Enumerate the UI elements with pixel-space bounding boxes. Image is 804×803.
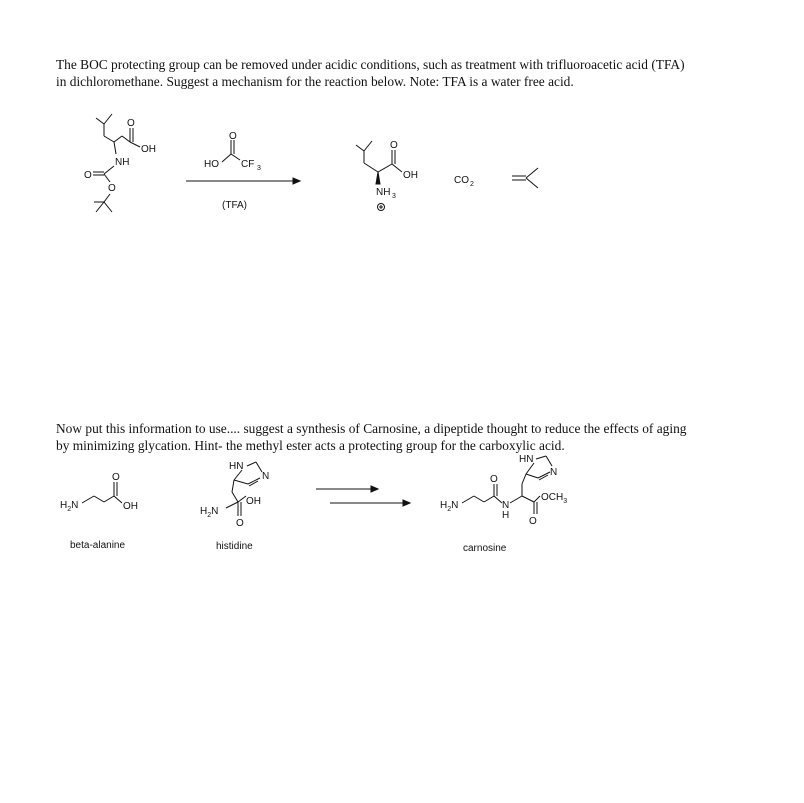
synthesis-arrow-1-head: [371, 486, 378, 492]
carbonyl-oxygen-label: O: [84, 170, 92, 181]
reaction-arrow-1-head: [293, 178, 300, 184]
carnosine-label: carnosine: [463, 543, 507, 554]
tfa-cf-label: CF: [241, 159, 255, 170]
question-2-line-1: Now put this information to use.... suggest a synthesis of Carnosine, a dipeptide thought to reduce the effects of aging: [56, 421, 687, 436]
question-1-line-1: The BOC protecting group can be removed under acidic conditions, such as treatment with trifluoroacetic acid (TFA): [56, 57, 685, 72]
carnosine-ester-oxygen: O: [529, 516, 537, 527]
histidine-hn: HN: [229, 461, 244, 472]
tfa-ho-label: HO: [204, 159, 219, 170]
carnosine-hn: HN: [519, 454, 534, 465]
carnosine-h: H: [502, 510, 510, 521]
synthesis-arrow-2-head: [403, 500, 410, 506]
product-hydroxyl-label: OH: [403, 170, 418, 181]
tfa-subscript-3: 3: [257, 165, 261, 172]
product-oxygen-label: O: [390, 140, 398, 151]
carnosine-imidazole-n: N: [550, 467, 558, 478]
boc-leucine-structure: [84, 114, 156, 212]
carnosine-och3: $OCH_3$: [541, 492, 568, 505]
reagent-label: (TFA): [222, 200, 247, 211]
carbon-dioxide: [454, 175, 474, 188]
question-1-line-2: in dichloromethane. Suggest a mechanism for the reaction below. Note: TFA is a water free acid.: [56, 74, 574, 89]
beta-alanine-structure: [60, 472, 138, 513]
beta-alanine-oxygen: O: [112, 472, 120, 483]
carnosine-amide-oxygen: O: [490, 474, 498, 485]
ammonium-label: NH: [376, 187, 391, 198]
histidine-structure: [200, 461, 269, 529]
oxygen-label: O: [127, 118, 135, 129]
histidine-label: histidine: [216, 541, 253, 552]
carnosine-n: N: [502, 500, 510, 511]
nh-label: NH: [115, 157, 130, 168]
tfa-oxygen-label: O: [229, 131, 237, 142]
beta-alanine-oh: OH: [123, 501, 138, 512]
isobutylene-structure: [512, 168, 538, 188]
ammonium-subscript-3: 3: [392, 193, 396, 200]
leucine-ammonium-structure: [356, 140, 418, 211]
carnosine-structure: [440, 454, 567, 527]
co2-label: CO: [454, 175, 469, 186]
co2-subscript: 2: [470, 181, 474, 188]
ester-oxygen-label: O: [108, 183, 116, 194]
beta-alanine-h2n: $H_2N$: [60, 500, 79, 513]
histidine-oh: OH: [246, 496, 261, 507]
histidine-oxygen: O: [236, 518, 244, 529]
histidine-h2n: $H_2N$: [200, 506, 219, 519]
question-2-line-2: by minimizing glycation. Hint- the methyl ester acts a protecting group for the carboxylic acid.: [56, 438, 565, 453]
tfa-structure: [204, 131, 261, 172]
carnosine-h2n: $H_2N$: [440, 500, 459, 513]
beta-alanine-label: beta-alanine: [70, 540, 126, 551]
hydroxyl-label: OH: [141, 144, 156, 155]
histidine-n: N: [262, 471, 270, 482]
